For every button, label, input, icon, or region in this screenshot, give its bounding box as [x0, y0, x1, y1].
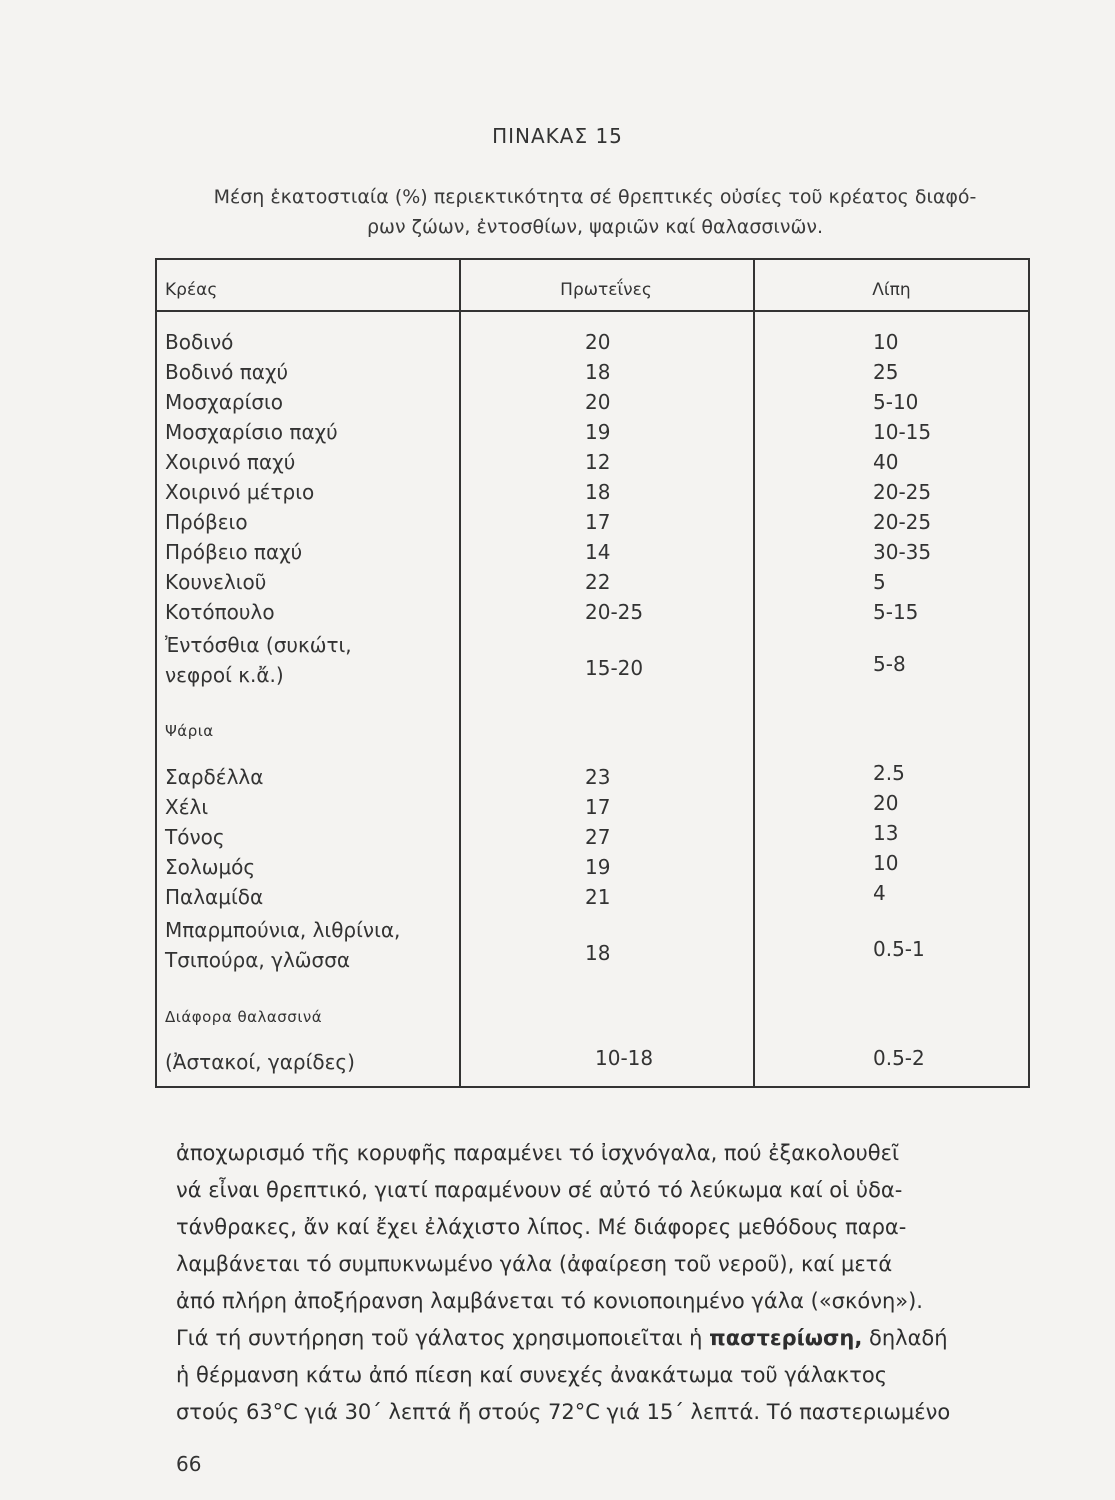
- name-line: Ἐντόσθια (συκώτι,: [165, 633, 352, 657]
- protein-value: 12: [585, 450, 611, 474]
- protein-value: 19: [585, 420, 611, 444]
- protein-value: 18: [585, 360, 611, 384]
- protein-value: 23: [585, 765, 611, 789]
- body-line: [176, 1320, 1036, 1357]
- name-line: Τσιπούρα, γλῶσσα: [165, 948, 351, 972]
- fat-value: 20-25: [873, 510, 932, 534]
- body-line: στούς 63°C γιά 30΄ λεπτά ἤ στούς 72°C γιά 15΄ λεπτά. Τό παστεριωμένο: [176, 1400, 951, 1424]
- header-meat: Κρέας: [165, 280, 218, 300]
- fat-value: 10-15: [873, 420, 932, 444]
- section-heading-seafood: Διάφορα θαλασσινά: [165, 1008, 323, 1026]
- fish-name: Σαρδέλλα: [165, 765, 264, 789]
- protein-value: 15-20: [585, 656, 644, 680]
- caption-line: Μέση ἑκατοστιαία (%) περιεκτικότητα σέ θρεπτικές οὐσίες τοῦ κρέατος διαφό-: [213, 186, 977, 208]
- protein-value: 20: [585, 390, 611, 414]
- meat-name: Βοδινό: [165, 330, 234, 354]
- protein-value: 19: [585, 855, 611, 879]
- body-line: ἡ θέρμανση κάτω ἀπό πίεση καί συνεχές ἀνακάτωμα τοῦ γάλακτος: [176, 1363, 888, 1387]
- fish-name: Χέλι: [165, 795, 209, 819]
- fat-value: 10: [873, 851, 899, 875]
- header-fat: Λίπη: [872, 280, 911, 300]
- protein-value: 22: [585, 570, 611, 594]
- body-line: ἀποχωρισμό τῆς κορυφῆς παραμένει τό ἰσχνόγαλα, πού ἐξακολουθεῖ: [176, 1141, 900, 1165]
- nutrition-table: [155, 258, 1030, 1088]
- protein-value: 20-25: [585, 600, 644, 624]
- meat-name: Μοσχαρίσιο: [165, 390, 284, 414]
- body-text-segment: δηλαδή: [862, 1326, 948, 1350]
- fat-value: 5-8: [873, 652, 906, 676]
- fish-name: [165, 915, 400, 975]
- fat-value: 40: [873, 450, 899, 474]
- meat-name: Βοδινό παχύ: [165, 360, 289, 384]
- page-title: ΠΙΝΑΚΑΣ 15: [492, 124, 623, 148]
- protein-value: 17: [585, 510, 611, 534]
- section-heading-fish: Ψάρια: [165, 722, 214, 740]
- fish-name: Σολωμός: [165, 855, 256, 879]
- fat-value: 10: [873, 330, 899, 354]
- fat-value: 20: [873, 791, 899, 815]
- name-line: Μπαρμπούνια, λιθρίνια,: [165, 918, 401, 942]
- fat-value: 0.5-1: [873, 937, 925, 961]
- body-text-segment: Γιά τή συντήρηση τοῦ γάλατος χρησιμοποιεῖται ἡ: [176, 1326, 710, 1350]
- page-number: 66: [176, 1452, 202, 1476]
- meat-name: Χοιρινό παχύ: [165, 450, 296, 474]
- meat-name: Πρόβειο: [165, 510, 248, 534]
- protein-value: 17: [585, 795, 611, 819]
- protein-value: 20: [585, 330, 611, 354]
- fat-value: 5: [873, 570, 886, 594]
- meat-name: Χοιρινό μέτριο: [165, 480, 315, 504]
- meat-name: [165, 630, 352, 690]
- fat-value: 5-10: [873, 390, 919, 414]
- protein-value: 14: [585, 540, 611, 564]
- meat-name: Μοσχαρίσιο παχύ: [165, 420, 338, 444]
- protein-value: 10-18: [595, 1046, 654, 1070]
- fat-value: 0.5-2: [873, 1046, 925, 1070]
- body-line: ἀπό πλήρη ἀποξήρανση λαμβάνεται τό κονιοποιημένο γάλα («σκόνη»).: [176, 1289, 923, 1313]
- body-line: λαμβάνεται τό συμπυκνωμένο γάλα (ἀφαίρεση τοῦ νεροῦ), καί μετά: [176, 1252, 893, 1276]
- protein-value: 27: [585, 825, 611, 849]
- protein-value: 18: [585, 480, 611, 504]
- body-paragraph: [176, 1135, 1036, 1431]
- fat-value: 25: [873, 360, 899, 384]
- meat-name: Κουνελιοῦ: [165, 570, 267, 594]
- meat-name: Κοτόπουλο: [165, 600, 275, 624]
- name-line: νεφροί κ.ἄ.): [165, 663, 284, 687]
- table-caption: [160, 182, 1030, 242]
- body-line: νά εἶναι θρεπτικό, γιατί παραμένουν σέ αὐτό τό λεύκωμα καί οἱ ὑδα-: [176, 1178, 903, 1202]
- seafood-name: (Ἀστακοί, γαρίδες): [165, 1050, 355, 1074]
- caption-line: ρων ζώων, ἐντοσθίων, ψαριῶν καί θαλασσινῶν.: [366, 216, 824, 238]
- fat-value: 2.5: [873, 761, 905, 785]
- fat-value: 5-15: [873, 600, 919, 624]
- bold-term-pasteurization: παστερίωση,: [709, 1326, 863, 1350]
- fat-value: 4: [873, 881, 886, 905]
- fat-value: 20-25: [873, 480, 932, 504]
- protein-value: 18: [585, 941, 611, 965]
- protein-value: 21: [585, 885, 611, 909]
- meat-name: Πρόβειο παχύ: [165, 540, 303, 564]
- fat-value: 30-35: [873, 540, 932, 564]
- fish-name: Παλαμίδα: [165, 885, 264, 909]
- fish-name: Τόνος: [165, 825, 225, 849]
- header-protein: Πρωτεΐνες: [560, 280, 652, 300]
- body-line: τάνθρακες, ἄν καί ἔχει ἐλάχιστο λίπος. Μέ διάφορες μεθόδους παρα-: [176, 1215, 907, 1239]
- fat-value: 13: [873, 821, 899, 845]
